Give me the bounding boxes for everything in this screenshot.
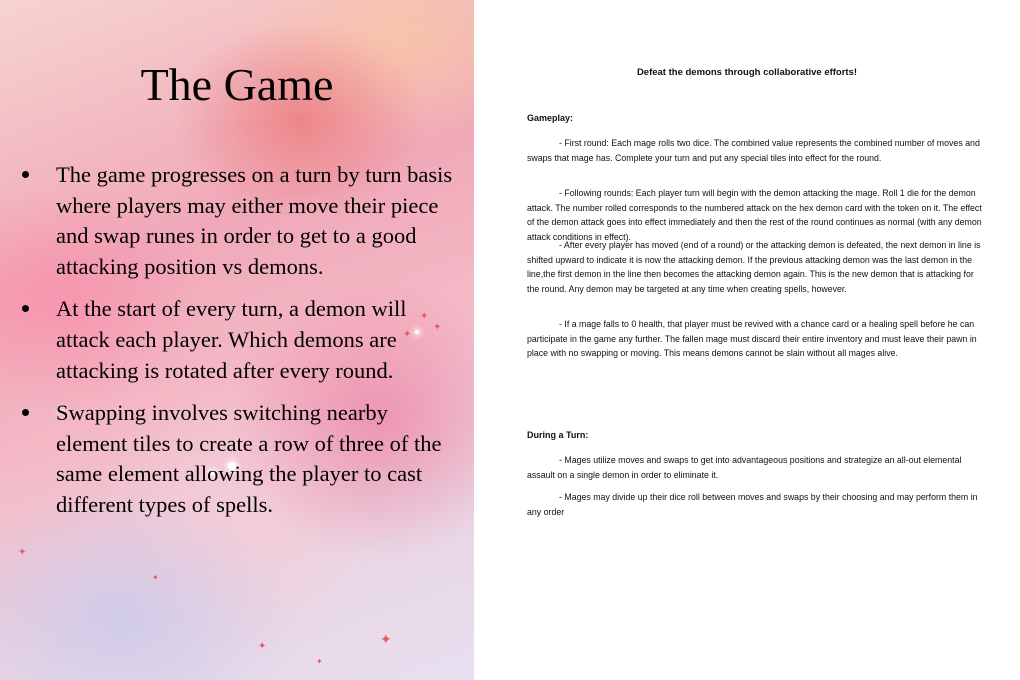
sparkle-decoration: ✦ — [152, 573, 159, 582]
slide-panel — [0, 0, 474, 680]
bullet-item — [22, 160, 462, 282]
sparkle-decoration: ✦ — [258, 641, 267, 652]
gameplay-paragraph: - First round: Each mage rolls two dice. The combined value represents the combined number of moves and swaps that mage has. Complete your turn and put any special tiles into effect for the round. — [527, 138, 980, 163]
bullet-text: At the start of every turn, a demon will attack each player. Which demons are attacking is rotated after every round. — [56, 296, 407, 383]
sparkle-decoration: ✦ — [403, 329, 412, 340]
sparkle-decoration: ✦ — [433, 322, 442, 333]
during-turn-title: During a Turn: — [527, 430, 589, 440]
bullet-dot-icon — [22, 409, 29, 416]
bullet-text: Swapping involves switching nearby element tiles to create a row of three of the same element allowing the player to cast different types of spells. — [56, 400, 442, 517]
turn-paragraph: - Mages utilize moves and swaps to get into advantageous positions and strategize an all-out elemental assault on a single demon in order to eliminate it. — [527, 455, 962, 480]
sparkle-decoration: ✦ — [316, 657, 323, 666]
slide-title: The Game — [140, 59, 334, 110]
gameplay-title: Gameplay: — [527, 113, 574, 123]
bullet-item — [22, 398, 462, 520]
gameplay-paragraph: - After every player has moved (end of a round) or the attacking demon is defeated, the next demon in line is shifted upward to indicate it is now the attacking demon. If the previous attacking demon was the last demon in the line,the first demon in the line then becomes the attacking demon again. This is the new demon that is attacking for the round. Any demon may be targeted at any time when creating spells, however. — [527, 240, 981, 294]
bullet-dot-icon — [22, 305, 29, 312]
sparkle-decoration: ✦ — [18, 547, 27, 558]
bullet-item — [22, 294, 462, 386]
document-heading: Defeat the demons through collaborative efforts! — [636, 67, 858, 78]
bullet-list — [22, 160, 462, 533]
rules-document — [474, 0, 1020, 680]
bullet-dot-icon — [22, 171, 29, 178]
gameplay-paragraph: - If a mage falls to 0 health, that player must be revived with a chance card or a healing spell before he can participate in the game any further. The fallen mage must discard their entire inventory and must leave their pawn in place with no swapping or moving. This means demons cannot be slain without all mages alive. — [527, 319, 977, 359]
sparkle-decoration: ✦ — [420, 311, 429, 322]
sparkle-decoration: ✦ — [380, 632, 392, 648]
turn-paragraph: - Mages may divide up their dice roll between moves and swaps by their choosing and may perform them in any order — [527, 492, 978, 517]
gameplay-paragraph: - Following rounds: Each player turn will begin with the demon attacking the mage. Roll 1 die for the demon attack. The number rolled corresponds to the numbered attack on the hex demon card with the token on it. The effect of the demon attack goes into effect immediately and then the rest of the round continues as normal (with any demon attack conditions in effect). — [527, 188, 982, 242]
bullet-text: The game progresses on a turn by turn basis where players may either move their piece and swap runes in order to get to a good attacking position vs demons. — [56, 162, 453, 279]
